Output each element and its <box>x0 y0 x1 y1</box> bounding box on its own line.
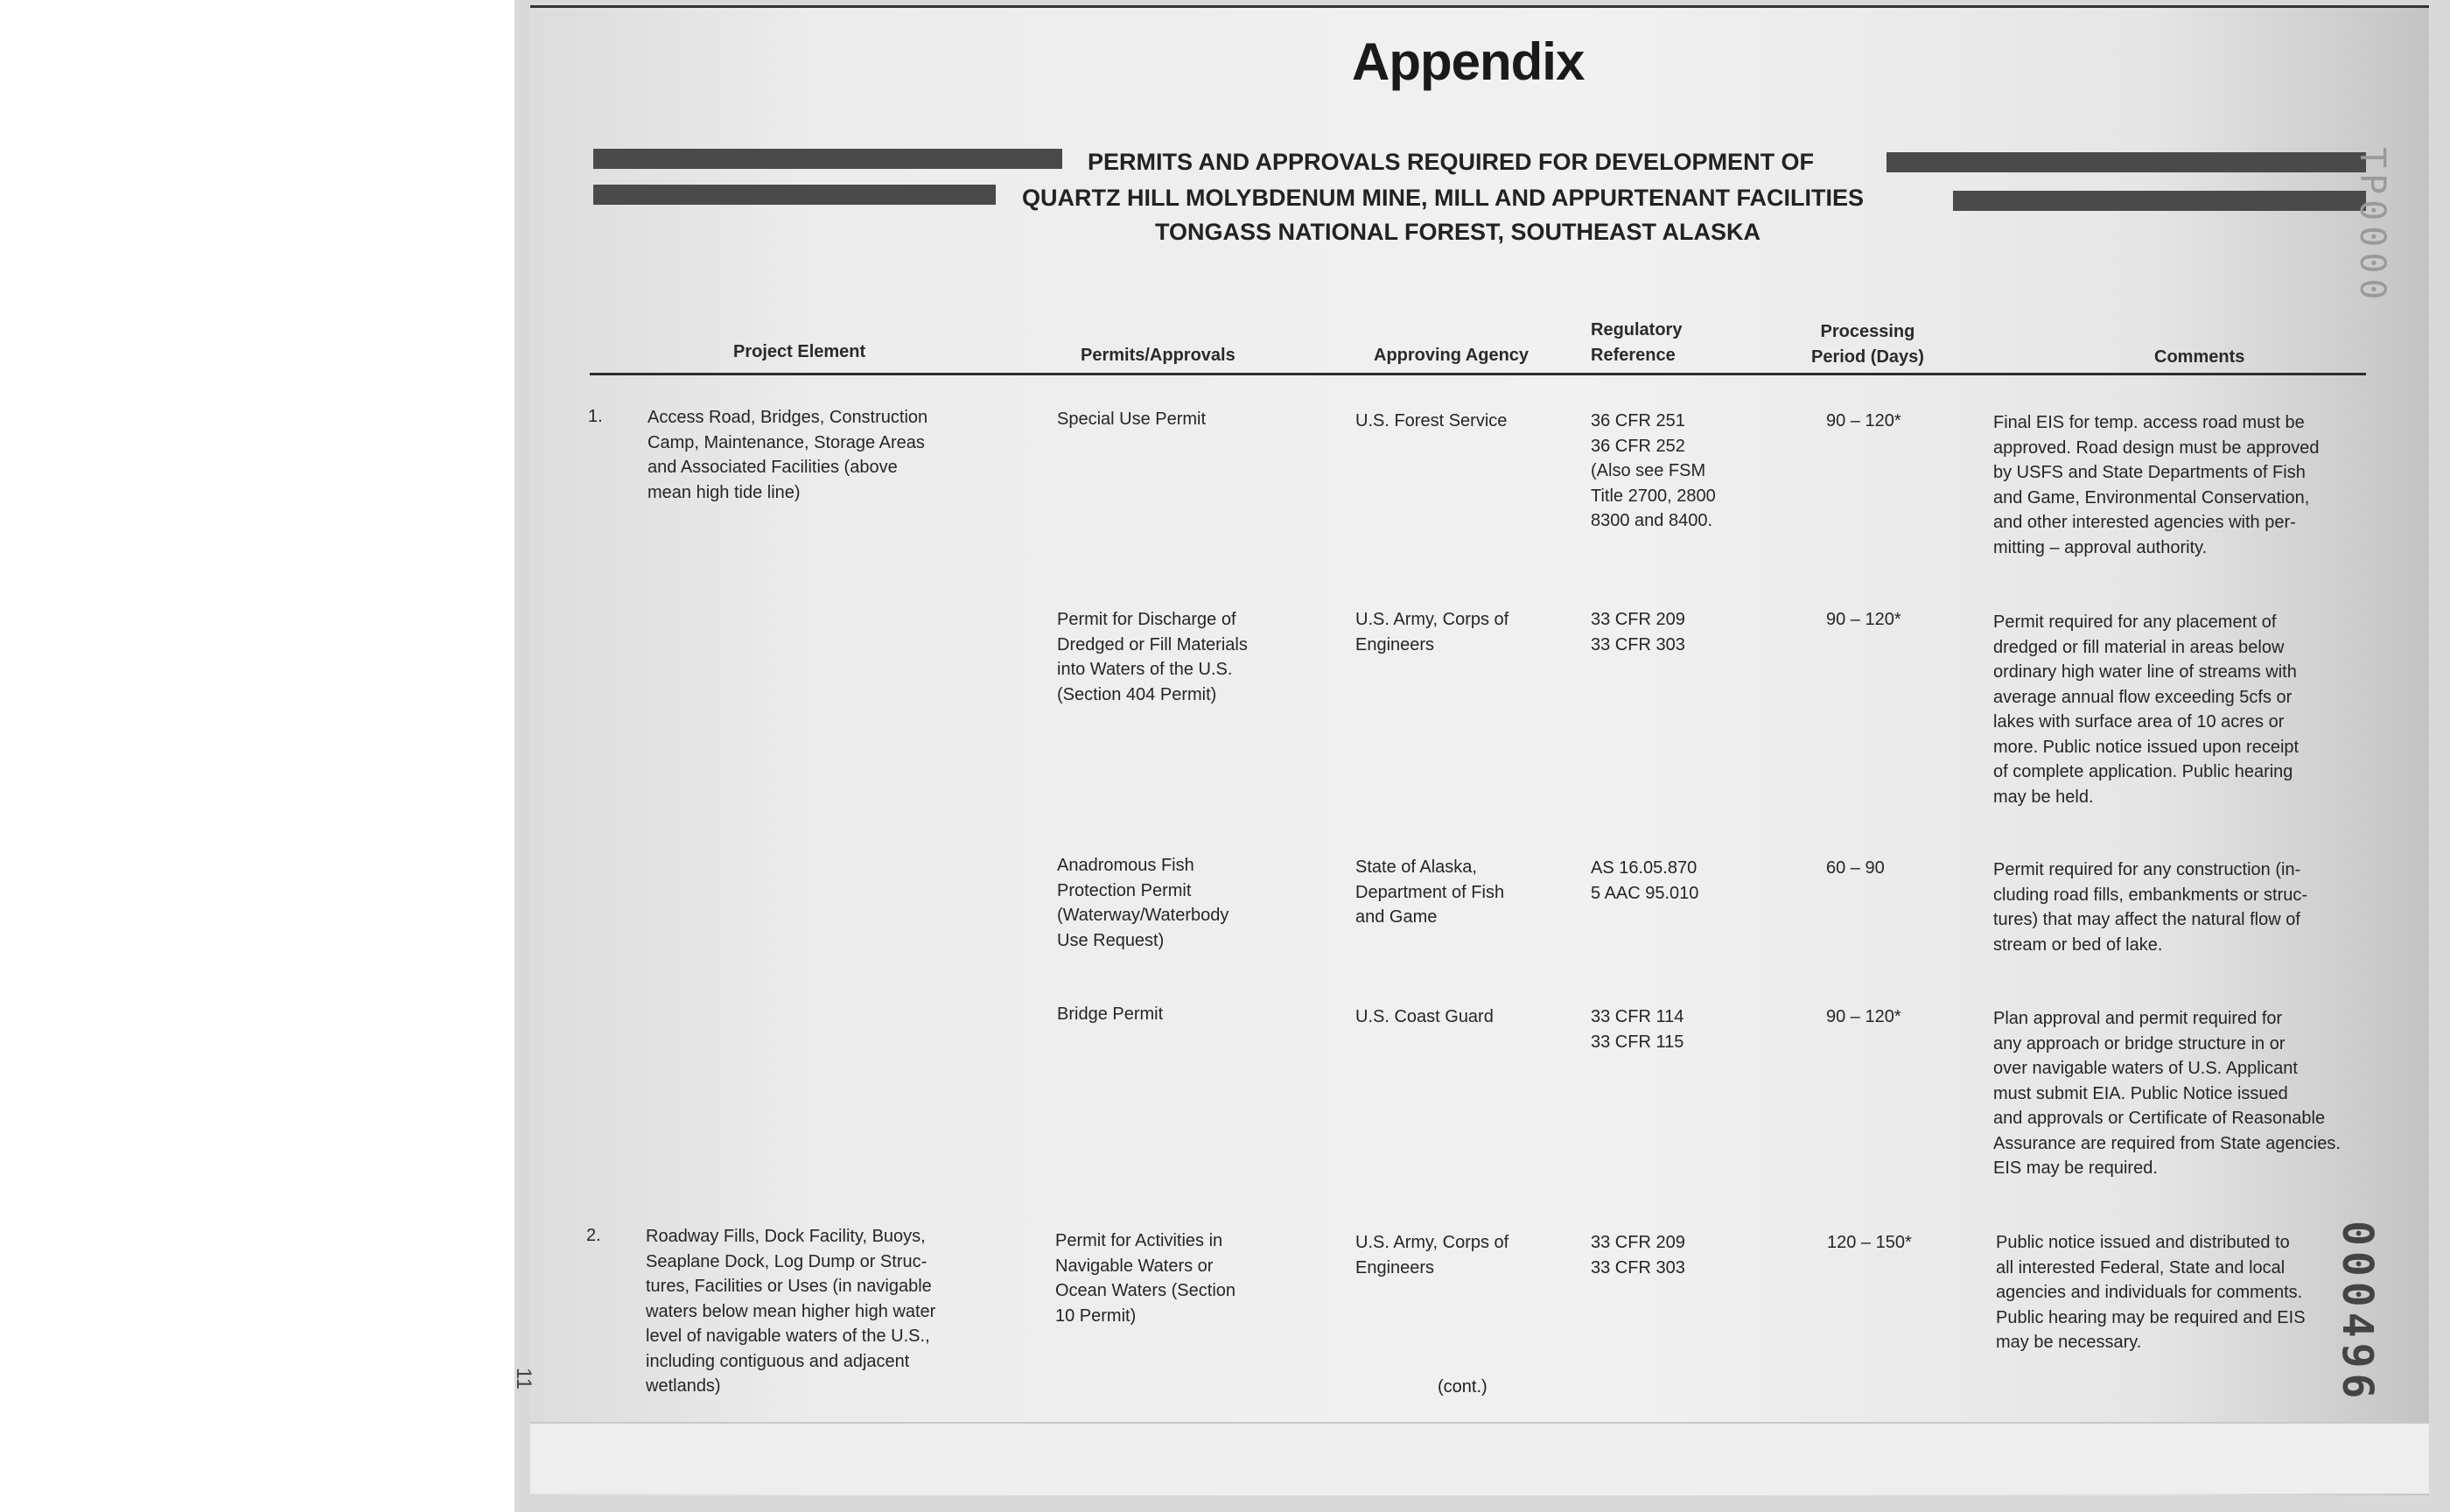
subtitle-line-1: PERMITS AND APPROVALS REQUIRED FOR DEVELOPMENT OF <box>1088 149 1815 175</box>
row-5-number: 2. <box>586 1226 601 1245</box>
row-3-reference: AS 16.05.870 5 AAC 95.010 <box>1591 858 1699 903</box>
header-rule <box>590 373 2366 375</box>
row-2-period: 90 – 120* <box>1826 610 1901 629</box>
row-2-permit: Permit for Discharge of Dredged or Fill Materials into Waters of the U.S. (Section 404 Permit) <box>1057 610 1248 704</box>
stamp-bottom-right: 000496 <box>2333 1221 2382 1404</box>
row-2-reference: 33 CFR 209 33 CFR 303 <box>1591 610 1685 654</box>
row-5-period: 120 – 150* <box>1827 1233 1912 1252</box>
column-header-project-element: Project Element <box>733 342 866 361</box>
row-1-reference: 36 CFR 251 36 CFR 252 (Also see FSM Title 2700, 2800 8300 and 8400. <box>1591 411 1716 530</box>
row-4-reference: 33 CFR 114 33 CFR 115 <box>1591 1007 1684 1052</box>
stamp-top-right: TP0000 <box>2352 147 2392 305</box>
title-bar-left-2 <box>593 185 996 205</box>
continued-label: (cont.) <box>1438 1377 1488 1396</box>
row-1-agency: U.S. Forest Service <box>1355 411 1508 430</box>
row-1-number: 1. <box>588 407 603 426</box>
row-2-comments: Permit required for any placement of dredged or fill material in areas below ordinary high water line of streams with average annual flow exceeding 5cfs or lakes with surface area of 10 acres or more. Public notice issued upon receipt of complete application. Public hearing may be held. <box>1993 612 2300 807</box>
title-bar-left-1 <box>593 149 1062 169</box>
title-bar-right-1 <box>1886 152 2366 172</box>
row-1-period: 90 – 120* <box>1826 411 1901 430</box>
row-1-project-element: Access Road, Bridges, Construction Camp, Maintenance, Storage Areas and Associated Facilities (above mean high tide line) <box>648 408 928 502</box>
row-3-period: 60 – 90 <box>1826 858 1885 878</box>
column-header-permits: Permits/Approvals <box>1081 346 1236 365</box>
row-5-agency: U.S. Army, Corps of Engineers <box>1355 1233 1509 1278</box>
subtitle-line-2: QUARTZ HILL MOLYBDENUM MINE, MILL AND APPURTENANT FACILITIES <box>1022 185 1864 211</box>
row-1-permit: Special Use Permit <box>1057 410 1207 429</box>
row-3-permit: Anadromous Fish Protection Permit (Waterway/Waterbody Use Request) <box>1057 856 1229 950</box>
row-4-period: 90 – 120* <box>1826 1007 1901 1026</box>
row-4-permit: Bridge Permit <box>1057 1004 1164 1024</box>
title-bar-right-2 <box>1953 191 2366 211</box>
row-5-permit: Permit for Activities in Navigable Waters or Ocean Waters (Section 10 Permit) <box>1055 1231 1236 1326</box>
row-4-comments: Plan approval and permit required for any approach or bridge structure in or over navigable waters of U.S. Applicant must submit EIA. Public Notice issued and approvals or Certificate of Reasonable Assurance are required from State agencies. EIS may be required. <box>1993 1009 2341 1178</box>
subtitle-line-3: TONGASS NATIONAL FOREST, SOUTHEAST ALASKA <box>1155 219 1761 245</box>
column-header-comments: Comments <box>2154 347 2245 367</box>
row-3-agency: State of Alaska, Department of Fish and Game <box>1355 858 1505 927</box>
page-number: 11 <box>512 1368 536 1390</box>
row-5-reference: 33 CFR 209 33 CFR 303 <box>1591 1233 1685 1278</box>
row-3-comments: Permit required for any construction (in- cluding road fills, embankments or struc- tures) that may affect the natural flow of stream or bed of lake. <box>1993 860 2308 955</box>
row-5-project-element: Roadway Fills, Dock Facility, Buoys, Seaplane Dock, Log Dump or Struc- tures, Facilities or Uses (in navigable waters below mean higher high water level of navigable waters of the U.S., including contiguous and adjacent wetlands) <box>646 1227 936 1396</box>
row-1-comments: Final EIS for temp. access road must be approved. Road design must be approved by USFS and State Departments of Fish and Game, Environmental Conservation, and other interested agencies with per- mitting – approval authority. <box>1993 413 2320 557</box>
column-header-period: Processing Period (Days) <box>1811 322 1924 367</box>
row-2-agency: U.S. Army, Corps of Engineers <box>1355 610 1509 654</box>
column-header-reference: Regulatory Reference <box>1591 320 1683 365</box>
column-header-agency: Approving Agency <box>1374 346 1530 365</box>
page-bottom-edge <box>530 1422 2429 1494</box>
row-4-agency: U.S. Coast Guard <box>1355 1007 1494 1026</box>
row-5-comments: Public notice issued and distributed to all interested Federal, State and local agencies and individuals for comments. Public hearing may be required and EIS may be necessary. <box>1996 1233 2306 1352</box>
page-title: Appendix <box>1352 32 1585 91</box>
